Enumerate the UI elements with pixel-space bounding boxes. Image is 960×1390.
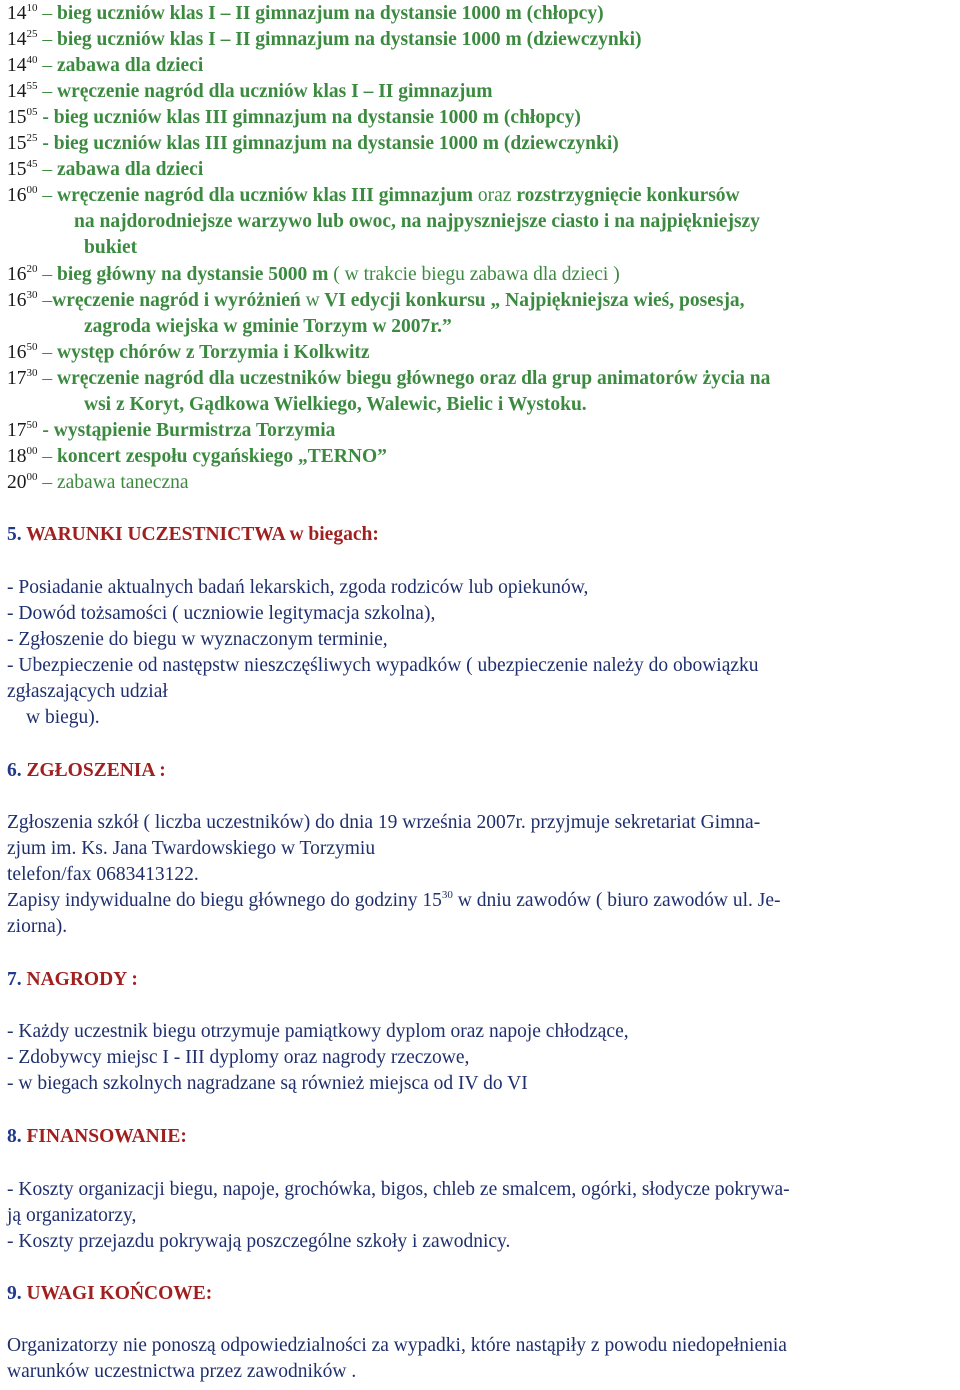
event-text: wsi z Koryt, Gądkowa Wielkiego, Walewic, Bielic i Wystoku. [84,394,587,415]
event-text: koncert zespołu cygańskiego „TERNO” [57,446,387,467]
section-number: 9. [7,1283,22,1304]
section-title: NAGRODY : [21,969,138,990]
event-text: wręczenie nagród dla uczniów klas III gimnazjum [57,185,478,206]
separator: – [37,159,57,180]
schedule-row [7,262,956,288]
event-text: bieg uczniów klas I – II gimnazjum na dystansie 1000 m (chłopcy) [57,3,604,24]
event-text: wystąpienie Burmistrza Torzymia [53,420,336,441]
schedule-row [7,1,956,27]
time-hour: 17 [7,420,27,441]
section-title: ZGŁOSZENIA : [21,760,166,781]
event-text: bukiet [84,237,138,258]
section-title: WARUNKI UCZESTNICTWA w biegach: [21,524,379,545]
list-item [7,627,956,653]
section-heading [7,967,956,993]
time-hour: 14 [7,3,27,24]
list-item [7,1177,956,1203]
schedule-continuation [74,209,956,235]
item-text: - Ubezpieczenie od następstw nieszczęśliwych wypadków ( ubezpieczenie należy do obowiązku [7,655,759,676]
separator: – [37,472,57,493]
time-minute: 50 [26,419,38,431]
event-text: VI edycji konkursu „ Najpiękniejsza wieś, posesja, [319,290,745,311]
schedule-row [7,105,956,131]
schedule-row [7,340,956,366]
item-text: Zgłoszenia szkół ( liczba uczestników) do dnia 19 września 2007r. przyjmuje sekretariat Gimna- [7,812,761,833]
event-text: bieg uczniów klas III gimnazjum na dystansie 1000 m (dziewczynki) [53,133,619,154]
schedule-continuation [84,235,956,261]
time-hour: 14 [7,29,27,50]
paragraph-line [7,888,956,914]
item-text: w dniu zawodów ( biuro zawodów ul. Je- [452,890,781,911]
time-hour: 15 [7,159,27,180]
event-text-plain: zabawa taneczna [57,472,189,493]
schedule-row [7,444,956,470]
separator: - [37,133,54,154]
item-text: - Zgłoszenie do biegu w wyznaczonym terminie, [7,629,388,650]
item-text: ją organizatorzy, [7,1205,137,1226]
schedule-row [7,418,956,444]
item-text: Zapisy indywidualne do biegu głównego do godziny 15 [7,890,442,911]
separator: – [37,290,53,311]
time-hour: 16 [7,342,27,363]
list-item [7,679,956,705]
time-hour: 15 [7,133,27,154]
event-text: rozstrzygnięcie konkursów [511,185,740,206]
time-minute: 25 [26,132,38,144]
schedule-row [7,183,956,209]
schedule-continuation [84,392,956,418]
section-title: UWAGI KOŃCOWE: [21,1283,213,1304]
item-text: telefon/fax 0683413122. [7,864,199,885]
separator: – [37,29,57,50]
event-text-plain: oraz [477,185,512,206]
time-hour: 20 [7,472,27,493]
section-number: 6. [7,760,22,781]
separator: - [37,420,54,441]
event-text: występ chórów z Torzymia i Kolkwitz [57,342,370,363]
event-text: zabawa dla dzieci [57,55,204,76]
item-text: Organizatorzy nie ponoszą odpowiedzialności za wypadki, które nastąpiły z powodu niedopełnienia [7,1335,787,1356]
item-text: warunków uczestnictwa przez zawodników . [7,1361,357,1382]
time-hour: 17 [7,368,27,389]
separator: – [37,342,57,363]
time-hour: 16 [7,185,27,206]
item-text: - Zdobywcy miejsc I - III dyplomy oraz nagrody rzeczowe, [7,1047,470,1068]
paragraph-line [7,1359,956,1385]
separator: – [37,446,57,467]
section-number: 5. [7,524,22,545]
schedule-row [7,470,956,496]
list-item [7,601,956,627]
paragraph-line [7,836,956,862]
schedule-row [7,53,956,79]
item-text: - Każdy uczestnik biegu otrzymuje pamiątkowy dyplom oraz napoje chłodzące, [7,1021,629,1042]
section-title: FINANSOWANIE: [21,1126,187,1147]
section-heading [7,1281,956,1307]
schedule-row [7,288,956,314]
list-item [7,1229,956,1255]
time-minute: 30 [26,367,38,379]
time-hour: 15 [7,107,27,128]
list-item [7,1203,956,1229]
event-text: bieg główny na dystansie 5000 m [57,264,334,285]
list-item [7,1071,956,1097]
event-text-plain: w [305,290,320,311]
item-text: - w biegach szkolnych nagradzane są również miejsca od IV do VI [7,1073,528,1094]
paragraph-line [7,810,956,836]
list-item [7,1019,956,1045]
separator: – [37,81,57,102]
event-text: zabawa dla dzieci [57,159,204,180]
event-text: na najdorodniejsze warzywo lub owoc, na najpyszniejsze ciasto i na najpiękniejszy [74,211,760,232]
schedule-row [7,131,956,157]
section-number: 8. [7,1126,22,1147]
time-minute: 10 [26,2,38,14]
paragraph-line [7,914,956,940]
event-text: bieg uczniów klas I – II gimnazjum na dystansie 1000 m (dziewczynki) [57,29,642,50]
separator: – [37,368,57,389]
event-text: wręczenie nagród i wyróżnień [52,290,306,311]
time-hour: 18 [7,446,27,467]
paragraph-line [7,1333,956,1359]
section-number: 7. [7,969,22,990]
time-minute: 05 [26,106,38,118]
list-item [7,575,956,601]
item-text: - Dowód tożsamości ( uczniowie legitymacja szkolna), [7,603,436,624]
time-minute: 50 [26,341,38,353]
schedule-row [7,27,956,53]
time-hour: 16 [7,290,27,311]
time-hour: 14 [7,81,27,102]
item-text: - Koszty organizacji biegu, napoje, grochówka, bigos, chleb ze smalcem, ogórki, słodycze pokrywa- [7,1179,790,1200]
separator: – [37,3,57,24]
section-heading [7,1124,956,1150]
section-heading [7,522,956,548]
schedule-continuation [84,314,956,340]
item-text: - Posiadanie aktualnych badań lekarskich, zgoda rodziców lub opiekunów, [7,577,589,598]
time-minute: 40 [26,54,38,66]
item-text: zgłaszających udział [7,681,168,702]
section-heading [7,758,956,784]
schedule-row [7,366,956,392]
item-text: - Koszty przejazdu pokrywają poszczególne szkoły i zawodnicy. [7,1231,511,1252]
time-minute: 00 [26,471,38,483]
time-hour: 14 [7,55,27,76]
time-minute: 55 [26,80,38,92]
separator: – [37,264,57,285]
time-minute: 25 [26,28,38,40]
time-minute: 00 [26,445,38,457]
list-item [26,705,956,731]
separator: – [37,185,57,206]
time-hour: 16 [7,264,27,285]
separator: - [37,107,54,128]
event-text: zagroda wiejska w gminie Torzym w 2007r.” [84,316,452,337]
item-text: w biegu). [26,707,100,728]
time-minute: 20 [26,263,38,275]
event-text-plain: ( w trakcie biegu zabawa dla dzieci ) [333,264,620,285]
event-text: wręczenie nagród dla uczestników biegu głównego oraz dla grup animatorów życia na [57,368,771,389]
item-text: ziorna). [7,916,68,937]
time-minute: 30 [26,289,38,301]
item-text: zjum im. Ks. Jana Twardowskiego w Torzymiu [7,838,376,859]
time-minute: 00 [26,184,38,196]
schedule-row [7,157,956,183]
time-minute: 45 [26,158,38,170]
list-item [7,653,956,679]
event-text: wręczenie nagród dla uczniów klas I – II gimnazjum [57,81,493,102]
list-item [7,1045,956,1071]
separator: – [37,55,57,76]
event-text: bieg uczniów klas III gimnazjum na dystansie 1000 m (chłopcy) [53,107,581,128]
paragraph-line [7,862,956,888]
time-minute: 30 [441,889,453,901]
schedule-row [7,79,956,105]
